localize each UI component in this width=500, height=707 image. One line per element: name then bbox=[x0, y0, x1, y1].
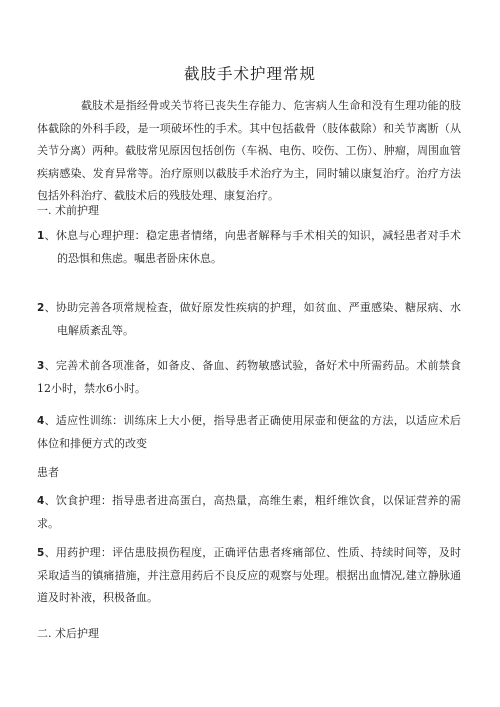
list-item-3 bbox=[37, 355, 461, 400]
list-item-text: 用药护理：评估患肢损伤程度，正确评估患者疼痛部位、性质、持续时间等，及时采取适当的镇痛措施，并注意用药后不良反应的观察与处理。根据出血情况,建立静脉通道及时补液，积极备血。 bbox=[37, 546, 462, 604]
list-item-number: 2 bbox=[37, 302, 45, 314]
list-item-number: 5 bbox=[37, 547, 45, 559]
list-item-text: 饮食护理：指导患者进高蛋白，高热量，高维生素，粗纤维饮食，以保证营养的需求。 bbox=[37, 494, 462, 530]
list-item-text: 适应性训练：训练床上大小便，指导患者正确使用尿壶和便盆的方法，以适应术后体位和排便方式的改变 bbox=[37, 414, 462, 450]
list-item-separator: 、 bbox=[44, 494, 56, 507]
list-item-number: 4 bbox=[37, 415, 45, 427]
list-item-separator: 、 bbox=[44, 229, 56, 242]
list-item-number: 1 bbox=[37, 230, 45, 242]
list-item-2 bbox=[37, 297, 461, 342]
list-item-text: 患者 bbox=[37, 466, 59, 479]
section-heading-postop: 二. 术后护理 bbox=[37, 627, 99, 640]
list-item-4 bbox=[37, 410, 461, 455]
list-item-text: 休息与心理护理：稳定患者情绪，向患者解释与手术相关的知识，减轻患者对手术的恐惧和焦虑。嘱患者卧床休息。 bbox=[55, 229, 462, 265]
list-item-1 bbox=[37, 225, 461, 270]
document-title: 截肢手术护理常规 bbox=[183, 65, 316, 83]
list-item-text: 协助完善各项常规检查，做好原发性疾病的护理，如贫血、严重感染、糖尿病、水电解质紊乱等。 bbox=[55, 301, 462, 337]
list-item-text: 完善术前各项准备，如备皮、备血、药物敏感试验，备好术中所需药品。术前禁食12小时，禁水6小时。 bbox=[37, 359, 462, 395]
list-item-separator: 、 bbox=[44, 359, 56, 372]
list-item-separator: 、 bbox=[44, 301, 56, 314]
list-item-6 bbox=[37, 542, 461, 610]
list-item-separator: 、 bbox=[44, 414, 56, 427]
list-item-5 bbox=[37, 490, 461, 535]
list-item-number: 4 bbox=[37, 495, 45, 507]
list-item-separator: 、 bbox=[44, 546, 56, 559]
list-item-number: 3 bbox=[37, 360, 45, 372]
section-heading-preop: 一. 术前护理 bbox=[37, 204, 99, 217]
list-item-continuation bbox=[37, 462, 461, 485]
intro-paragraph: 截肢术是指经骨或关节将已丧失生存能力、危害病人生命和没有生理功能的肢体截除的外科手段，是一项破坏性的手术。其中包括截骨（肢体截除）和关节离断（从关节分离）两种。截肢常见原因包括创伤（车祸、电伤、咬伤、工伤）、肿瘤，周围血管疾病感染、发育异常等。治疗原则以截肢手术治疗为主，同时辅以康复治疗。治疗方法包括外科治疗、截肢术后的残肢处理、康复治疗。 bbox=[37, 99, 461, 202]
